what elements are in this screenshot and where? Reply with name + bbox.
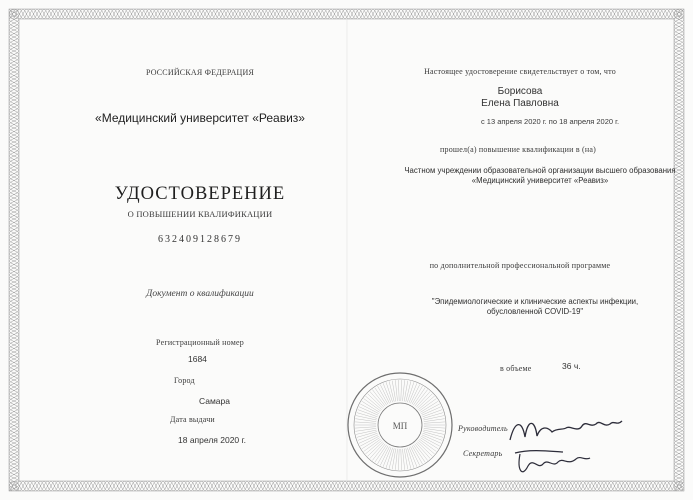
institution-line-1: Частном учреждении образовательной организации высшего образования — [404, 166, 676, 175]
stamp-ray — [386, 382, 393, 402]
university-name: «Медицинский университет «Реавиз» — [95, 111, 305, 125]
stamp-ray — [406, 381, 411, 401]
study-period: с 13 апреля 2020 г. по 18 апреля 2020 г. — [480, 117, 620, 126]
stamp-ray — [398, 449, 399, 470]
stamp-ray — [360, 404, 379, 414]
stamp-ray — [424, 427, 445, 428]
border-wave — [9, 9, 683, 19]
border-wave — [9, 481, 683, 491]
stamp-ray — [364, 399, 381, 411]
stamp-ray — [424, 422, 445, 423]
holder-surname: Борисова — [497, 86, 543, 97]
stamp-ray — [364, 439, 381, 451]
document-title: УДОСТОВЕРЕНИЕ — [114, 184, 286, 204]
stamp-ray — [407, 382, 414, 402]
institution-line-2: «Медицинский университет «Реавиз» — [471, 176, 609, 185]
stamp-ray — [389, 448, 394, 468]
stamp-ray — [403, 449, 405, 470]
stamp-ray — [416, 443, 430, 459]
stamp-center-text: МП — [392, 421, 408, 431]
document-subtitle: О ПОВЫШЕНИИ КВАЛИФИКАЦИИ — [127, 209, 273, 219]
passed-text: прошел(а) повышение квалификации в (на) — [440, 145, 596, 154]
stamp-ray — [398, 380, 399, 401]
stamp-ray — [389, 381, 394, 401]
official-stamp — [348, 373, 452, 477]
stamp-ray — [378, 386, 389, 404]
border-wave — [9, 482, 683, 492]
stamp-ray — [395, 449, 397, 470]
stamp-ray — [419, 439, 436, 451]
stamp-ray — [407, 448, 414, 468]
city-value: Самара — [199, 396, 230, 406]
serial-number: 632409128679 — [158, 234, 242, 245]
stamp-ray — [370, 392, 384, 408]
border-wave — [9, 481, 683, 491]
stamp-ray — [412, 386, 423, 404]
stamp-ray — [401, 449, 402, 470]
head-label: Руководитель — [458, 424, 508, 433]
stamp-ray — [419, 399, 436, 411]
stamp-ray — [378, 446, 389, 464]
stamp-ray — [416, 392, 430, 408]
issue-date-value: 18 апреля 2020 г. — [178, 435, 246, 445]
stamp-ray — [406, 448, 411, 468]
certify-text: Настоящее удостоверение свидетельствует о том, что — [424, 67, 616, 76]
secretary-label: Секретарь — [463, 449, 503, 458]
border-wave — [9, 10, 683, 20]
stamp-ray — [404, 381, 408, 402]
program-line-2: обусловленной COVID-19" — [486, 307, 584, 316]
issue-date-label: Дата выдачи — [170, 415, 215, 424]
stamp-ray — [404, 449, 408, 470]
holder-name: Елена Павловна — [481, 98, 559, 109]
volume-label: в объеме — [500, 364, 532, 373]
reg-number-label: Регистрационный номер — [156, 338, 244, 347]
stamp-ray — [355, 422, 376, 423]
stamp-ray — [401, 380, 402, 401]
program-label: по дополнительной профессиональной программе — [429, 261, 611, 270]
stamp-ray — [355, 427, 376, 428]
stamp-ray — [403, 380, 405, 401]
stamp-ray — [370, 443, 384, 459]
volume-value: 36 ч. — [562, 361, 581, 371]
decorative-border — [9, 9, 684, 491]
program-line-1: "Эпидемиологические и клинические аспекты инфекции, — [431, 297, 639, 306]
head-signature — [510, 421, 622, 440]
stamp-ray — [395, 380, 397, 401]
secretary-signature — [515, 451, 590, 472]
city-label: Город — [174, 376, 195, 385]
stamp-ray — [360, 436, 379, 446]
border-wave — [9, 481, 683, 491]
stamp-ray — [386, 448, 393, 468]
border-wave — [9, 9, 683, 19]
document-type: Документ о квалификации — [146, 289, 254, 299]
stamp-ray — [421, 436, 440, 446]
border-frame — [9, 9, 684, 491]
stamp-ray — [412, 446, 423, 464]
stamp-ray — [392, 381, 396, 402]
stamp-ray — [392, 449, 396, 470]
border-wave — [9, 9, 683, 19]
reg-number-value: 1684 — [188, 354, 207, 364]
stamp-ray — [421, 404, 440, 414]
country-label: РОССИЙСКАЯ ФЕДЕРАЦИЯ — [145, 68, 255, 77]
